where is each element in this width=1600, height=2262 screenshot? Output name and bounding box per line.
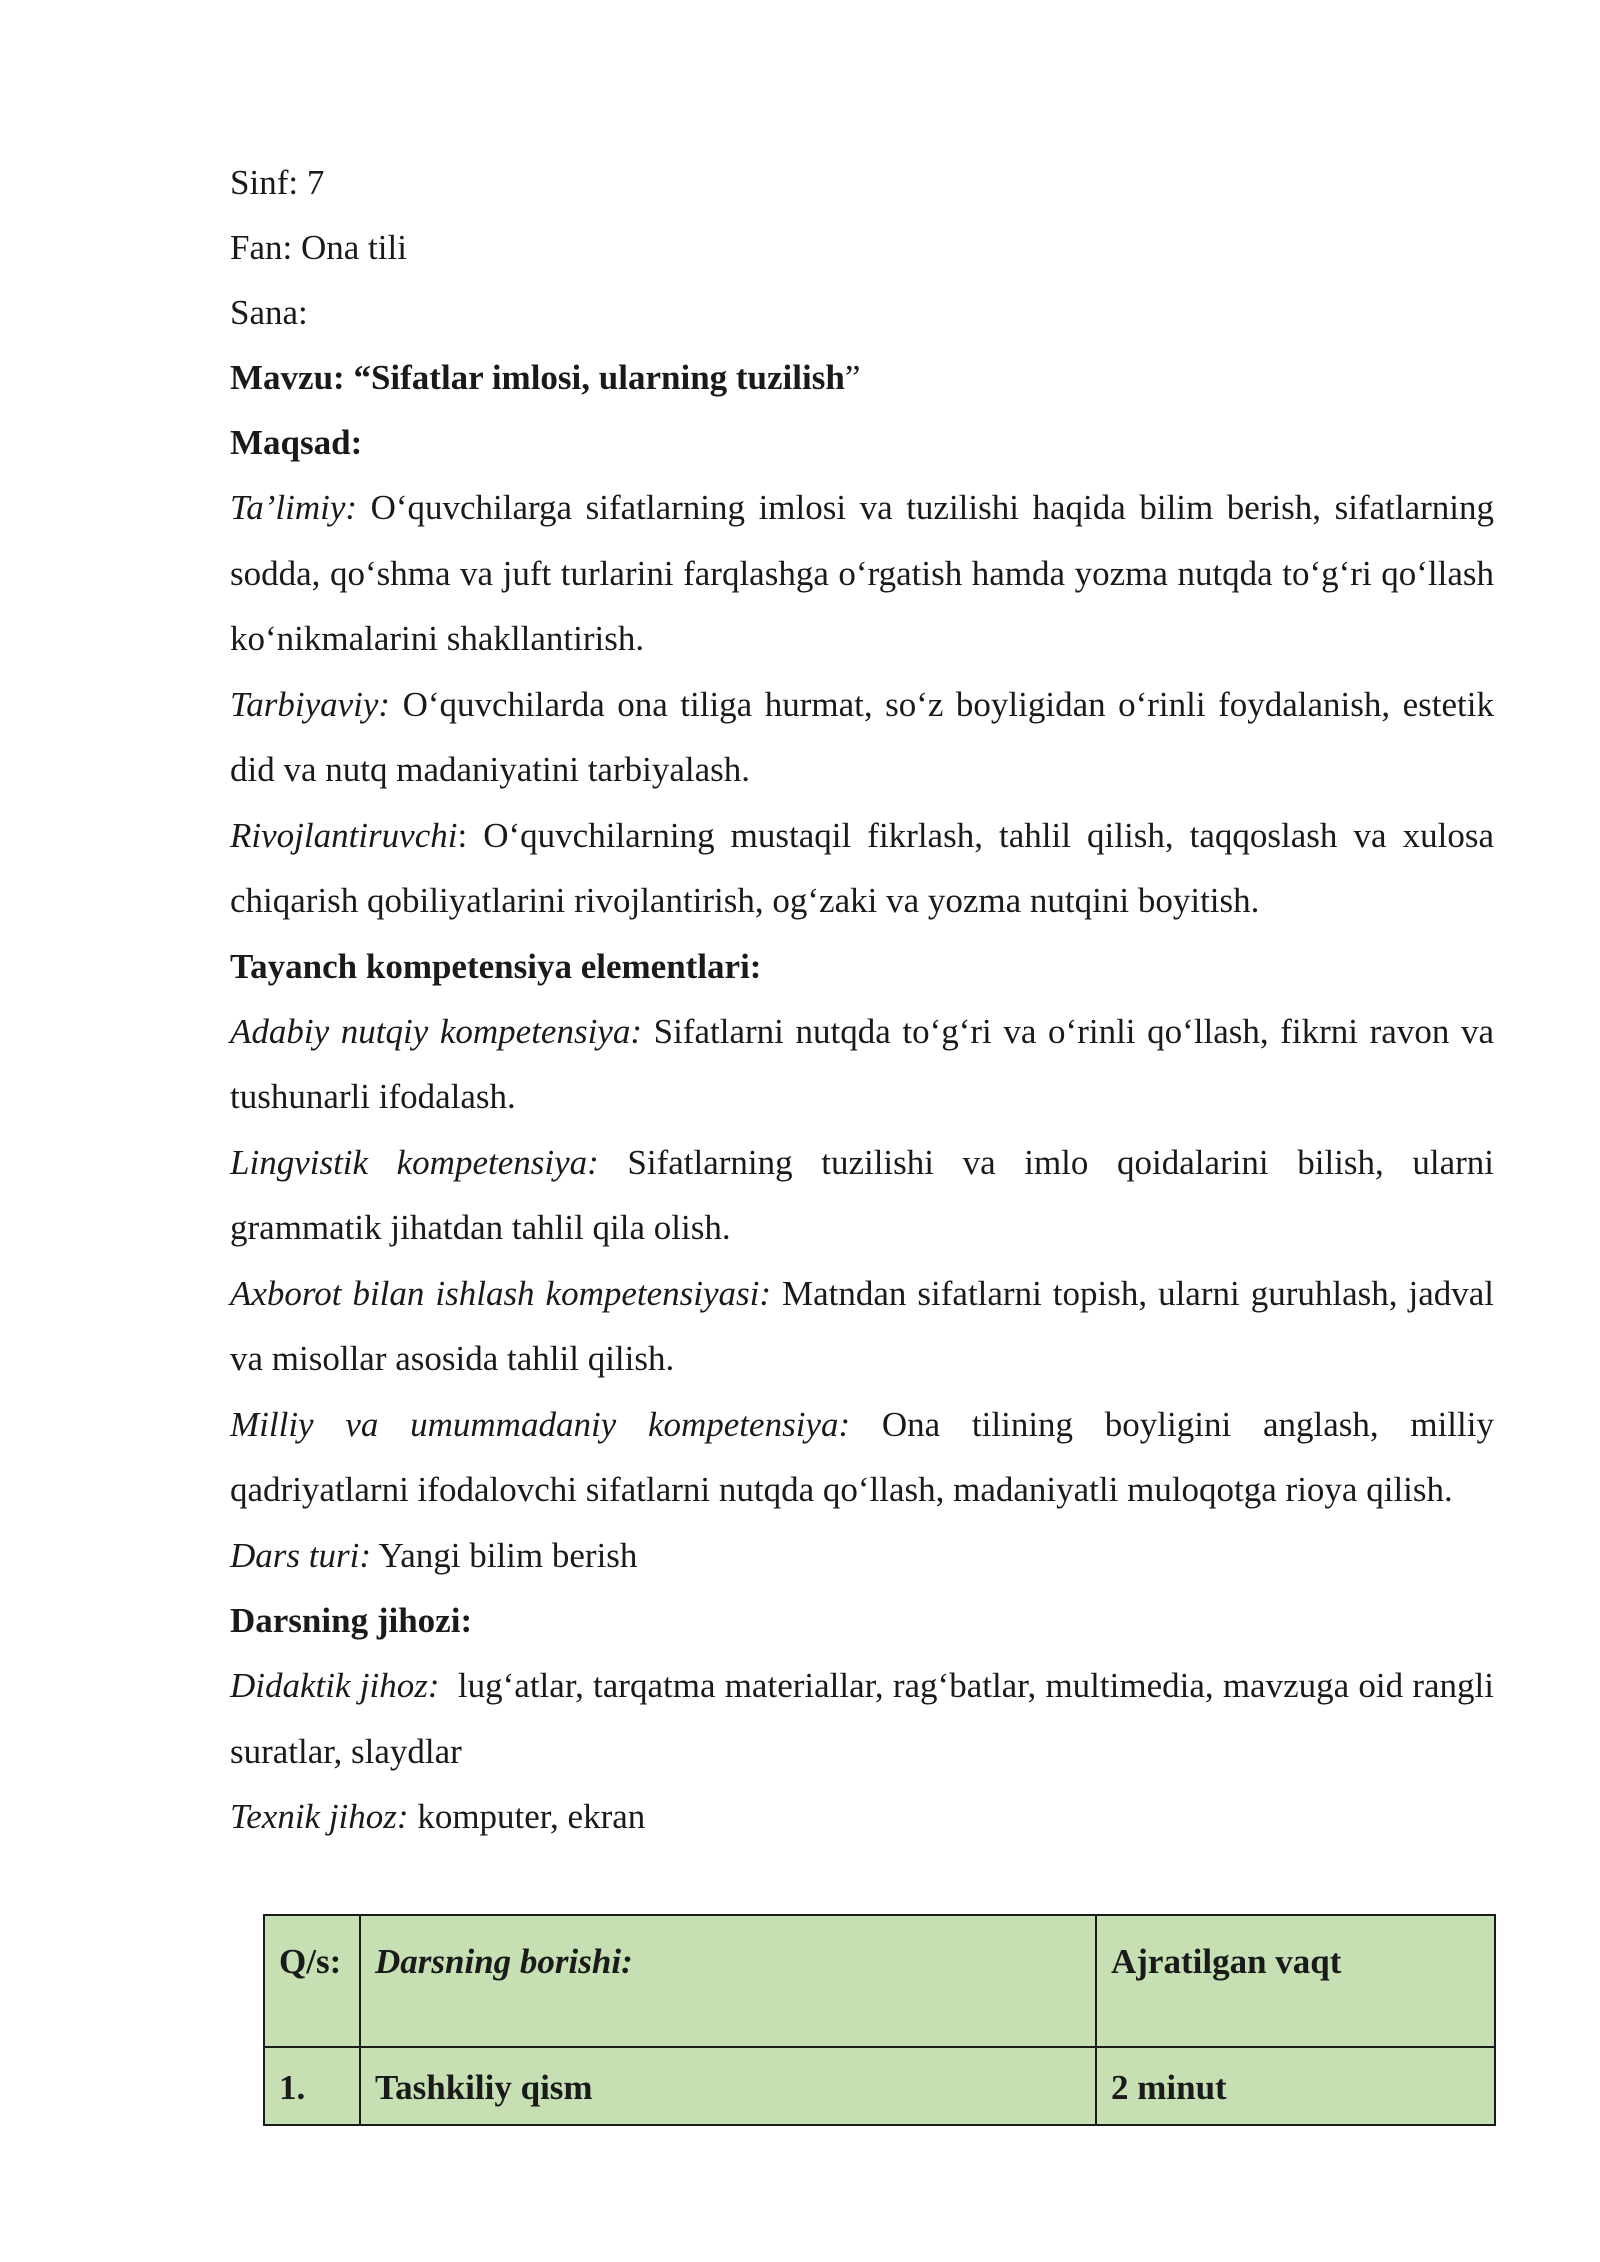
header-cell-time: Ajratilgan vaqt	[1096, 1915, 1495, 2047]
table-header-row	[264, 1915, 1495, 2047]
dars-turi-label: Dars turi:	[230, 1535, 371, 1575]
didaktik-paragraph	[230, 1653, 1503, 1784]
kompetensiya-text: Sifatlarni nutqda to‘g‘ri va o‘rinli qo‘llash, fikrni ravon va tushunarli ifodalash.	[230, 1011, 1494, 1116]
lesson-plan-table	[263, 1914, 1496, 2126]
kompetensiya-text: Matndan sifatlarni topish, ularni guruhlash, jadval va misollar asosida tahlil qilish.	[230, 1273, 1494, 1378]
fan-line: Fan: Ona tili	[230, 228, 407, 267]
kompetensiya-heading: Tayanch kompetensiya elementlari:	[230, 946, 762, 986]
talimiy-text: O‘quvchilarga sifatlarning imlosi va tuzilishi haqida bilim berish, sifatlarning sodda, qo‘shma va juft turlarini farqlashga o‘rgatish hamda yozma nutqda to‘g‘ri qo‘llash ko‘nikmalarini shakllantirish.	[230, 488, 1494, 658]
cell-stage: Tashkiliy qism	[360, 2047, 1096, 2125]
kompetensiya-text: Sifatlarning tuzilishi va imlo qoidalarini bilish, ularni grammatik jihatdan tahlil qila olish.	[230, 1142, 1494, 1247]
tarbiyaviy-label: Tarbiyaviy:	[230, 684, 391, 724]
kompetensiya-label: Milliy va umummadaniy kompetensiya:	[230, 1404, 851, 1444]
talimiy-paragraph	[230, 475, 1494, 672]
dars-turi-text: Yangi bilim berish	[371, 1535, 638, 1575]
lesson-plan-document	[230, 150, 1503, 1850]
texnik-text: komputer, ekran	[408, 1797, 646, 1836]
kompetensiya-item	[230, 999, 1494, 1130]
header-cell-progress: Darsning borishi:	[360, 1915, 1096, 2047]
texnik-line	[230, 1784, 1494, 1850]
dars-turi-line	[230, 1523, 1494, 1589]
maqsad-heading: Maqsad:	[230, 423, 363, 462]
texnik-label: Texnik jihoz:	[230, 1797, 409, 1836]
header-cell-number: Q/s:	[264, 1915, 360, 2047]
kompetensiya-label: Axborot bilan ishlash kompetensiyasi:	[230, 1273, 772, 1313]
kompetensiya-text: Ona tilining boyligini anglash, milliy qadriyatlarni ifodalovchi sifatlarni nutqda qo‘llash, madaniyatli muloqotga rioya qilish.	[230, 1404, 1494, 1509]
rivojlantiruvchi-label: Rivojlantiruvchi	[230, 815, 458, 855]
mavzu-title: “Sifatlar imlosi, ularning tuzilish	[353, 358, 845, 397]
rivojlantiruvchi-text: : O‘quvchilarning mustaqil fikrlash, tahlil qilish, taqqoslash va xulosa chiqarish qobiliyatlarini rivojlantirish, og‘zaki va yozma nutqini boyitish.	[230, 815, 1494, 920]
table-row	[264, 2047, 1495, 2125]
sana-line: Sana:	[230, 293, 308, 332]
didaktik-text: lug‘atlar, tarqatma materiallar, rag‘batlar, multimedia, mavzuga oid rangli suratlar, slaydlar	[230, 1666, 1503, 1771]
rivojlantiruvchi-paragraph	[230, 803, 1494, 934]
kompetensiya-item	[230, 1261, 1494, 1392]
cell-time: 2 minut	[1096, 2047, 1495, 2125]
kompetensiya-item	[230, 1130, 1494, 1261]
didaktik-label: Didaktik jihoz:	[230, 1666, 440, 1705]
sinf-line: Sinf: 7	[230, 163, 325, 202]
mavzu-closing-quote: ”	[844, 358, 861, 397]
kompetensiya-label: Adabiy nutqiy kompetensiya:	[230, 1011, 642, 1051]
tarbiyaviy-text: O‘quvchilarda ona tiliga hurmat, so‘z boyligidan o‘rinli foydalanish, estetik did va nutq madaniyatini tarbiyalash.	[230, 684, 1494, 789]
kompetensiya-label: Lingvistik kompetensiya:	[230, 1142, 599, 1182]
tarbiyaviy-paragraph	[230, 672, 1494, 803]
kompetensiya-item	[230, 1392, 1494, 1523]
talimiy-label: Ta’limiy:	[230, 488, 358, 527]
cell-number: 1.	[264, 2047, 360, 2125]
mavzu-line	[230, 345, 1494, 410]
mavzu-label: Mavzu:	[230, 358, 354, 397]
jihoz-heading: Darsning jihozi:	[230, 1601, 473, 1640]
